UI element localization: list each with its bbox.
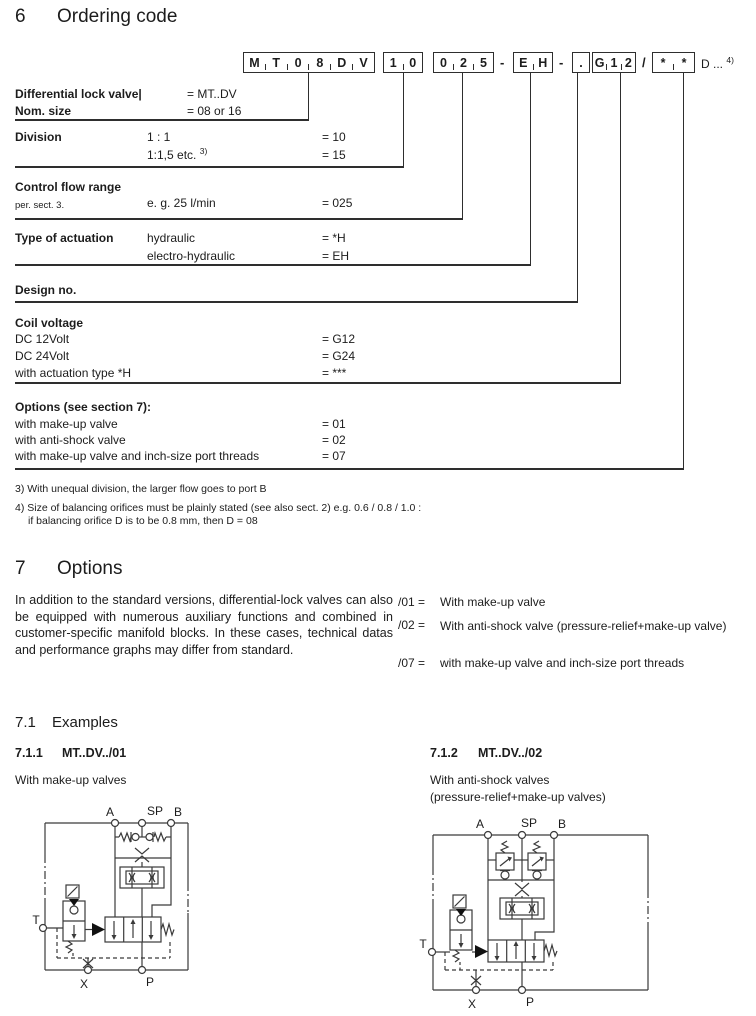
leader-line — [403, 73, 404, 167]
section6-title: Ordering code — [57, 6, 178, 27]
group-option: DC 12Volt — [15, 332, 70, 346]
rule-line — [15, 119, 309, 121]
ordering-code-box-division — [383, 52, 423, 73]
footnote-marker: 4) — [726, 55, 734, 65]
port-label-b: B — [173, 805, 183, 819]
group-value: = *** — [322, 366, 347, 380]
example-left-title: MT..DV../01 — [62, 746, 127, 760]
hydraulic-schematic-mtdv02 — [415, 812, 660, 1016]
group-value: = 025 — [322, 196, 353, 210]
section7-paragraph: In addition to the standard versions, differential-lock valves can also be equipped with numerous auxiliary functions and combined in customer-specific manifold blocks. In these cases, technical datas and performance graphs may differ from standard. — [15, 593, 393, 657]
code-char: 0 — [440, 55, 447, 70]
section71-title: Examples — [52, 714, 118, 731]
footnote: 4) Size of balancing orifices must be plainly stated (see also sect. 2) e.g. 0.6 / 0.8 / 1.0 : — [15, 502, 422, 514]
group-value: = 07 — [322, 449, 346, 463]
example-right-caption: (pressure-relief+make-up valves) — [430, 790, 606, 804]
group-value: = *H — [322, 231, 346, 245]
group-option: with make-up valve — [15, 417, 118, 431]
code-char: 0 — [294, 55, 302, 70]
hydraulic-schematic-mtdv01 — [30, 795, 250, 1016]
leader-line — [683, 73, 684, 469]
group-label: Type of actuation — [15, 231, 114, 245]
option-term: /02 = — [398, 618, 426, 632]
group-option: 1 : 1 — [147, 130, 171, 144]
example-right-number: 7.1.2 — [430, 746, 458, 760]
rule-line — [15, 218, 463, 220]
group-value: = MT..DV — [187, 87, 237, 101]
group-label: Control flow range — [15, 180, 121, 194]
group-option: electro-hydraulic — [147, 249, 236, 263]
group-value: = G12 — [322, 332, 356, 346]
code-char: 0 — [409, 55, 417, 70]
code-char: 2 — [624, 55, 632, 70]
code-suffix: D ... $^{4)}$ — [701, 55, 734, 71]
option-def: with make-up valve and inch-size port threads — [440, 656, 685, 670]
rule-line — [15, 264, 531, 266]
port-label-sp: SP — [146, 804, 164, 818]
group-value: = 15 — [322, 148, 346, 162]
example-right-caption: With anti-shock valves — [430, 773, 550, 787]
port-label-b: B — [557, 817, 567, 831]
ordering-code-box-actuation — [513, 52, 553, 73]
group-value: = 10 — [322, 130, 346, 144]
group-option: DC 24Volt — [15, 349, 70, 363]
code-char: 1 — [389, 55, 397, 70]
group-label: Nom. size — [15, 104, 72, 118]
ordering-code-box-options — [652, 52, 695, 73]
leader-line — [577, 73, 578, 302]
code-char: 5 — [480, 55, 487, 70]
code-char: D — [337, 55, 347, 70]
group-option: hydraulic — [147, 231, 196, 245]
section7-title: Options — [57, 558, 123, 579]
group-option: 1:1,5 etc. $^{3)}$ — [147, 146, 208, 162]
group-value: = 02 — [322, 433, 346, 447]
code-char: 2 — [460, 55, 467, 70]
code-char: H — [538, 55, 548, 70]
example-left-caption: With make-up valves — [15, 773, 127, 787]
group-value: = G24 — [322, 349, 356, 363]
group-option: with anti-shock valve — [15, 433, 126, 447]
rule-line — [15, 301, 578, 303]
footnote: if balancing orifice D is to be 0.8 mm, then D = 08 — [28, 515, 258, 527]
group-option: with actuation type *H — [15, 366, 132, 380]
code-separator: / — [642, 55, 646, 70]
group-option: e. g. 25 l/min — [147, 196, 216, 210]
port-label-p: P — [525, 995, 535, 1009]
port-label-x: X — [467, 997, 477, 1011]
port-label-p: P — [145, 975, 155, 989]
example-left-number: 7.1.1 — [15, 746, 43, 760]
option-term: /01 = — [398, 595, 426, 609]
code-separator: - — [500, 55, 505, 70]
rule-line — [15, 468, 684, 470]
ordering-code-box-voltage — [592, 52, 636, 73]
group-value: = 08 or 16 — [187, 104, 242, 118]
section6-number: 6 — [15, 6, 26, 27]
port-label-sp: SP — [520, 816, 538, 830]
ordering-code-box-type — [243, 52, 375, 73]
group-label: Options (see section 7): — [15, 400, 152, 414]
footnote: 3) With unequal division, the larger flow goes to port B — [15, 483, 267, 495]
code-char: * — [681, 55, 687, 70]
group-option: with make-up valve and inch-size port threads — [15, 449, 260, 463]
port-label-t: T — [419, 937, 427, 951]
code-char: * — [660, 55, 666, 70]
group-value: = 01 — [322, 417, 346, 431]
code-char: M — [249, 55, 260, 70]
rule-line — [15, 382, 621, 384]
example-right-title: MT..DV../02 — [478, 746, 543, 760]
leader-line — [530, 73, 531, 265]
section7-number: 7 — [15, 558, 26, 579]
port-label-t: T — [32, 913, 40, 927]
code-separator: - — [559, 55, 564, 70]
code-char: . — [579, 55, 583, 70]
code-char: T — [272, 55, 281, 70]
ordering-code-box-flow — [433, 52, 494, 73]
rule-line — [15, 166, 404, 168]
footnote-marker: 3) — [199, 146, 208, 156]
leader-line — [462, 73, 463, 219]
option-term: /07 = — [398, 656, 426, 670]
code-char: 1 — [610, 55, 618, 70]
group-sublabel: per. sect. 3. — [15, 200, 65, 211]
port-label-a: A — [105, 805, 115, 819]
port-label-a: A — [475, 817, 485, 831]
group-label: Design no. — [15, 283, 77, 297]
group-value: = EH — [322, 249, 350, 263]
group-label: Differential lock valve| — [15, 87, 142, 101]
code-char: E — [519, 55, 528, 70]
leader-line — [620, 73, 621, 383]
option-def: With make-up valve — [440, 595, 546, 609]
group-label: Coil voltage — [15, 316, 84, 330]
code-char: G — [594, 55, 605, 70]
option-def: With anti-shock valve (pressure-relief+make-up valve) — [440, 619, 727, 633]
port-label-x: X — [79, 977, 89, 991]
section71-number: 7.1 — [15, 714, 36, 731]
group-label: Division — [15, 130, 62, 144]
leader-line — [308, 73, 309, 119]
code-char: 8 — [316, 55, 324, 70]
code-char: V — [359, 55, 368, 70]
ordering-code-box-design — [572, 52, 590, 73]
